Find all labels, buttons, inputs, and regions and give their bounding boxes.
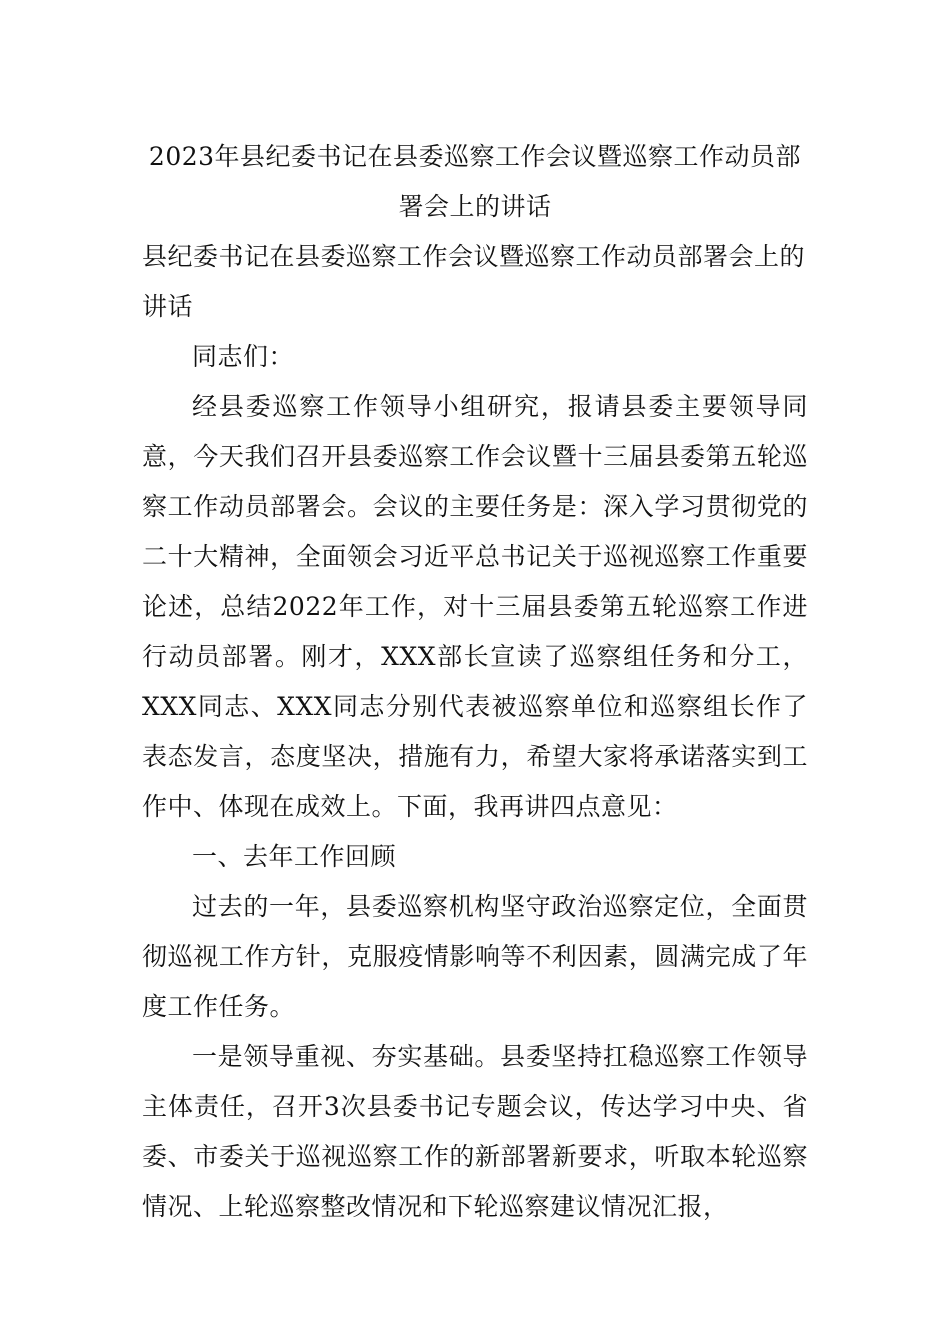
paragraph-salutation: 同志们： (192, 342, 295, 371)
paragraph-point-one: 一是领导重视、夯实基础。县委坚持扛稳巡察工作领导主体责任，召开3次县委书记专题会议，传达学习中央、省委、市委关于巡视巡察工作的新部署新要求，听取本轮巡察情况、上轮巡察整改情况和下轮巡察建议情况汇报， (142, 1042, 808, 1221)
paragraph-review: 过去的一年，县委巡察机构坚守政治巡察定位，全面贯彻巡视工作方针，克服疫情影响等不利因素，圆满完成了年度工作任务。 (142, 892, 808, 1021)
document-body (142, 332, 808, 1232)
document-title: 2023年县纪委书记在县委巡察工作会议暨巡察工作动员部署会上的讲话 (148, 142, 802, 221)
paragraph-intro: 经县委巡察工作领导小组研究，报请县委主要领导同意，今天我们召开县委巡察工作会议暨十三届县委第五轮巡察工作动员部署会。会议的主要任务是：深入学习贯彻党的二十大精神，全面领会习近平总书记关于巡视巡察工作重要论述，总结2022年工作，对十三届县委第五轮巡察工作进行动员部署。刚才，XXX部长宣读了巡察组任务和分工，XXX同志、XXX同志分别代表被巡察单位和巡察组长作了表态发言，态度坚决，措施有力，希望大家将承诺落实到工作中、体现在成效上。下面，我再讲四点意见： (142, 392, 808, 821)
document-subtitle: 县纪委书记在县委巡察工作会议暨巡察工作动员部署会上的讲话 (142, 242, 806, 321)
section-heading: 一、去年工作回顾 (192, 842, 397, 871)
